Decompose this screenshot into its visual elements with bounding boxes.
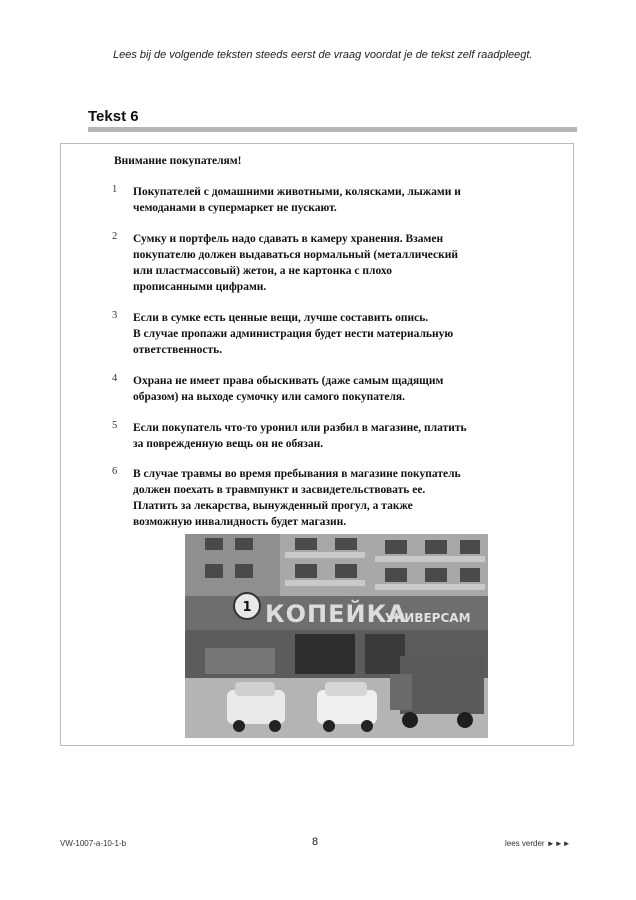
supermarket-photo (185, 534, 488, 738)
item-number: 2 (112, 231, 118, 242)
item-text: Если в сумке есть ценные вещи, лучше составить опись. В случае пропажи администрация будет нести материальную ответственность. (133, 312, 454, 356)
item-text: Сумку и портфель надо сдавать в камеру хранения. Взамен покупателю должен выдаваться нормальный (металлический или пластмассовый) жетон, а не картонка с плохо прописанными цифрами. (133, 233, 459, 293)
footer-exam-code: VW-1007-a-10-1-b (60, 839, 127, 848)
item-number: 5 (112, 420, 118, 431)
continue-label: lees verder ►►► (505, 839, 571, 848)
store-subsign: УНИВЕРСАМ (385, 611, 471, 625)
instruction-text: Lees bij de volgende teksten steeds eerst de vraag voordat je de tekst zelf raadpleegt. (113, 49, 533, 61)
section-title: Tekst 6 (88, 108, 139, 125)
item-number: 4 (112, 373, 118, 384)
notice-heading: Внимание покупателям! (114, 155, 242, 167)
item-number: 6 (112, 466, 118, 477)
item-text: Охрана не имеет права обыскивать (даже самым щадящим образом) на выходе сумочку или самого покупателя. (133, 375, 444, 403)
page-number: 8 (312, 836, 319, 848)
store-sign: КОПЕЙКА (265, 600, 407, 628)
item-text: Покупателей с домашними животными, колясками, лыжами и чемоданами в супермаркет не пускают. (133, 186, 461, 214)
item-text: В случае травмы во время пребывания в магазине покупатель должен поехать в травмпункт и засвидетельствовать ее. Платить за лекарства, вынужденный прогул, а также возможную инвалидность будет магазин. (133, 468, 461, 528)
item-number: 1 (112, 184, 118, 195)
logo-number: 1 (242, 600, 252, 615)
text-box (60, 143, 574, 746)
item-number: 3 (112, 310, 118, 321)
title-rule (88, 127, 577, 132)
item-text: Если покупатель что-то уронил или разбил в магазине, платить за поврежденную вещь он не обязан. (133, 422, 467, 450)
